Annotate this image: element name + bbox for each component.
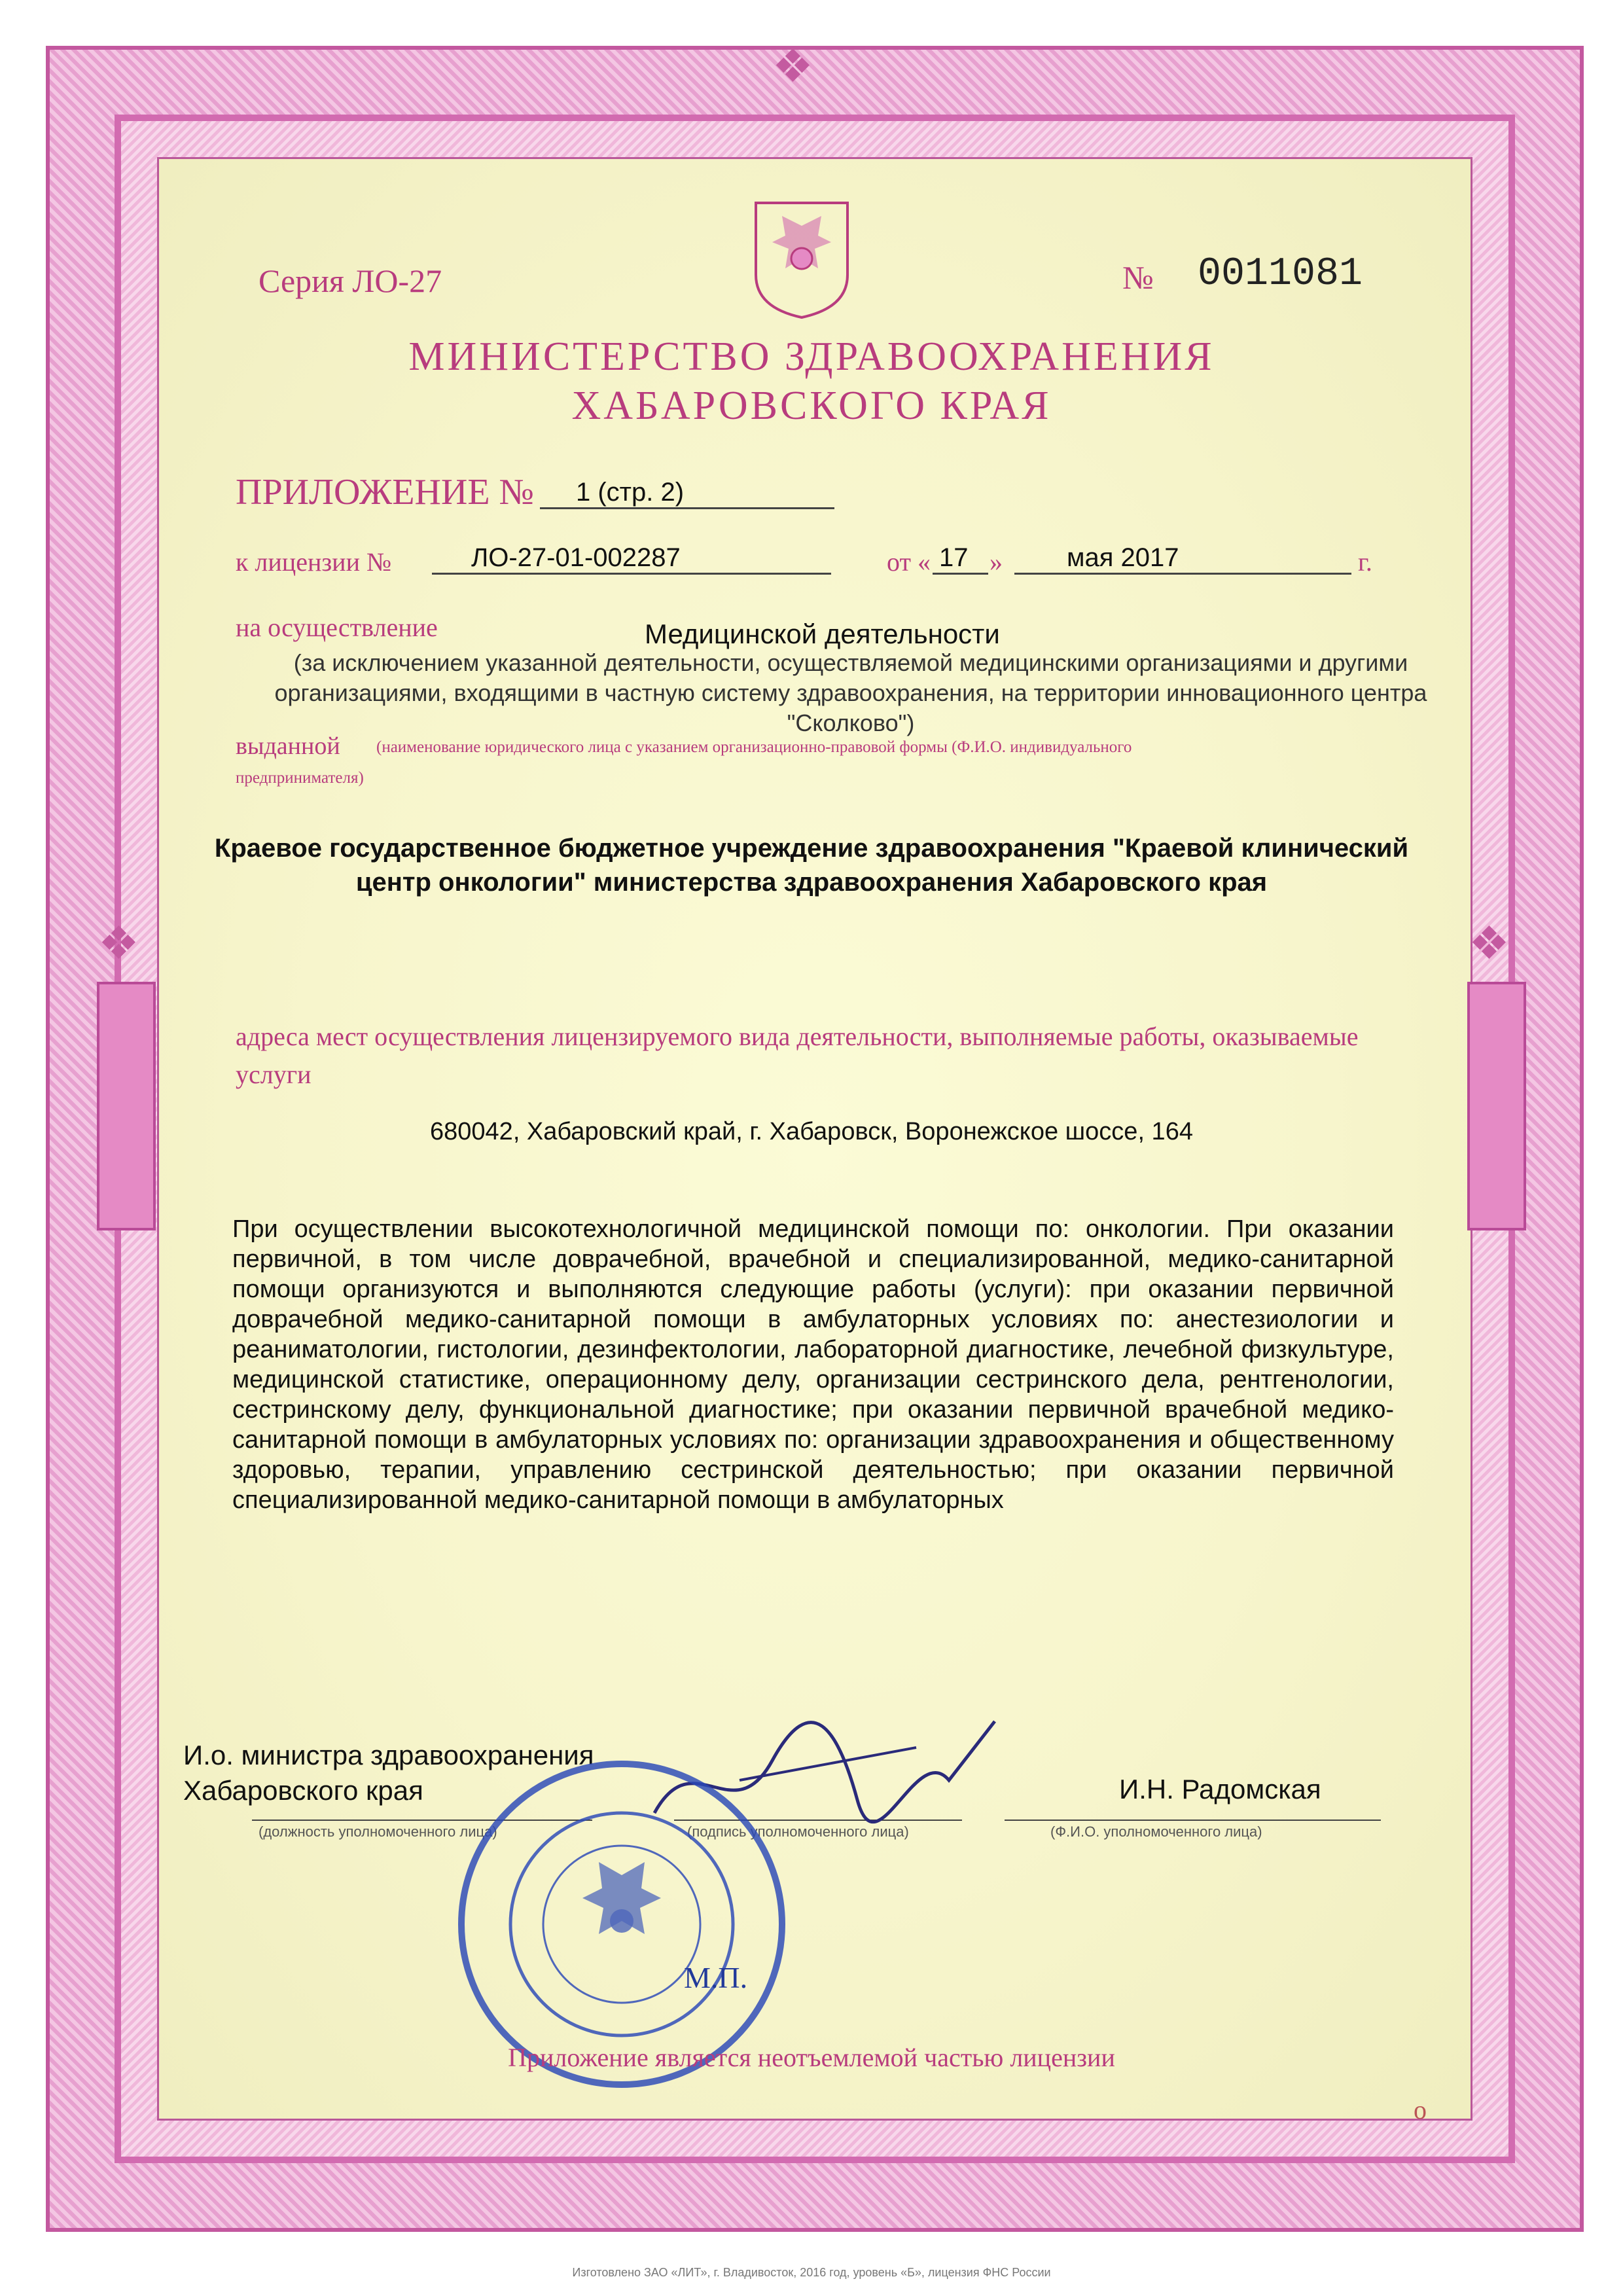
date-quote-close: » bbox=[990, 547, 1003, 577]
top-knot-ornament-icon: ❖ bbox=[772, 39, 813, 93]
appendix-footer-note: Приложение является неотъемлемой частью лицензии bbox=[508, 2043, 1115, 2072]
issued-label: выданной bbox=[236, 732, 340, 760]
signatory-position-line1: И.о. министра здравоохранения bbox=[183, 1740, 594, 1770]
left-ornament-panel bbox=[97, 982, 156, 1230]
page-mark: о bbox=[1414, 2095, 1427, 2125]
signatory-position-line2: Хабаровского края bbox=[183, 1775, 423, 1806]
right-knot-ornament-icon: ❖ bbox=[1469, 916, 1510, 970]
license-underline bbox=[432, 573, 831, 575]
coat-of-arms-icon bbox=[749, 196, 854, 321]
right-ornament-panel bbox=[1467, 982, 1526, 1230]
left-knot-ornament-icon: ❖ bbox=[98, 916, 139, 970]
date-month-year: мая 2017 bbox=[1067, 543, 1179, 572]
printer-imprint: Изготовлено ЗАО «ЛИТ», г. Владивосток, 2016 год, уровень «Б», лицензия ФНС России bbox=[572, 2266, 1051, 2279]
day-underline bbox=[933, 573, 988, 575]
license-label: к лицензии № bbox=[236, 547, 392, 577]
activity-label: на осуществление bbox=[236, 613, 438, 642]
stamp-place-label: М.П. bbox=[684, 1961, 748, 1994]
name-underline bbox=[1005, 1820, 1381, 1821]
date-from-label: от « bbox=[887, 547, 931, 577]
year-suffix: г. bbox=[1358, 547, 1372, 577]
number-label: № bbox=[1122, 259, 1154, 296]
caption-signature: (подпись уполномоченного лица) bbox=[687, 1823, 909, 1840]
address-label: адреса мест осуществления лицензируемого вида деятельности, выполняемые работы, оказываемые услуги bbox=[236, 1022, 1359, 1089]
activity-exclusion: (за исключением указанной деятельности, осуществляемой медицинскими организациями и другими организациями, входящими в частную систему здравоохранения, на территории инновационного центра "Сколково") bbox=[274, 649, 1427, 736]
form-number: 0011081 bbox=[1198, 252, 1363, 296]
signatory-name: И.Н. Радомская bbox=[1119, 1774, 1321, 1804]
license-number: ЛО-27-01-002287 bbox=[471, 543, 681, 572]
organization-name: Краевое государственное бюджетное учреждение здравоохранения "Краевой клинический центр онкологии" министерства здравоохранения Хабаровского края bbox=[214, 834, 1409, 897]
appendix-number: 1 (стр. 2) bbox=[576, 478, 685, 507]
issued-note: (наименование юридического лица с указанием организационно-правовой формы (Ф.И.О. индивидуального bbox=[376, 738, 1132, 756]
activity-name: Медицинской деятельности bbox=[645, 619, 1000, 649]
appendix-label: ПРИЛОЖЕНИЕ № bbox=[236, 472, 534, 512]
month-underline bbox=[1014, 573, 1351, 575]
appendix-underline bbox=[540, 507, 834, 509]
caption-name: (Ф.И.О. уполномоченного лица) bbox=[1050, 1823, 1262, 1840]
ministry-title-line2: ХАБАРОВСКОГО КРАЯ bbox=[571, 384, 1052, 428]
series-label: Серия ЛО-27 bbox=[259, 262, 442, 299]
ministry-title-line1: МИНИСТЕРСТВО ЗДРАВООХРАНЕНИЯ bbox=[408, 334, 1215, 379]
caption-position: (должность уполномоченного лица) bbox=[259, 1823, 497, 1840]
issued-note-continued: предпринимателя) bbox=[236, 769, 364, 787]
date-day: 17 bbox=[939, 543, 969, 572]
address-value: 680042, Хабаровский край, г. Хабаровск, Воронежское шоссе, 164 bbox=[430, 1118, 1193, 1145]
services-text: При осуществлении высокотехнологичной медицинской помощи по: онкологии. При оказании первичной, в том числе доврачебной, врачебной и специализированной, медико-санитарной помощи организуются и выполняются следующие работы (услуги): при оказании первичной доврачебной медико-санитарной помощи в амбулаторных условиях по: анестезиологии и реаниматологии, гистологии, дезинфектологии, лабораторной диагностике, лечебной физкультуре, медицинской статистике, операционному делу, организации сестринского дела, рентгенологии, сестринскому делу, функциональной диагностике; при оказании первичной врачебной медико-санитарной помощи в амбулаторных условиях по: организации здравоохранения и общественному здоровью, терапии, управлению сестринской деятельностью; при оказании первичной специализированной медико-санитарной помощи в амбулаторных bbox=[232, 1215, 1394, 1514]
